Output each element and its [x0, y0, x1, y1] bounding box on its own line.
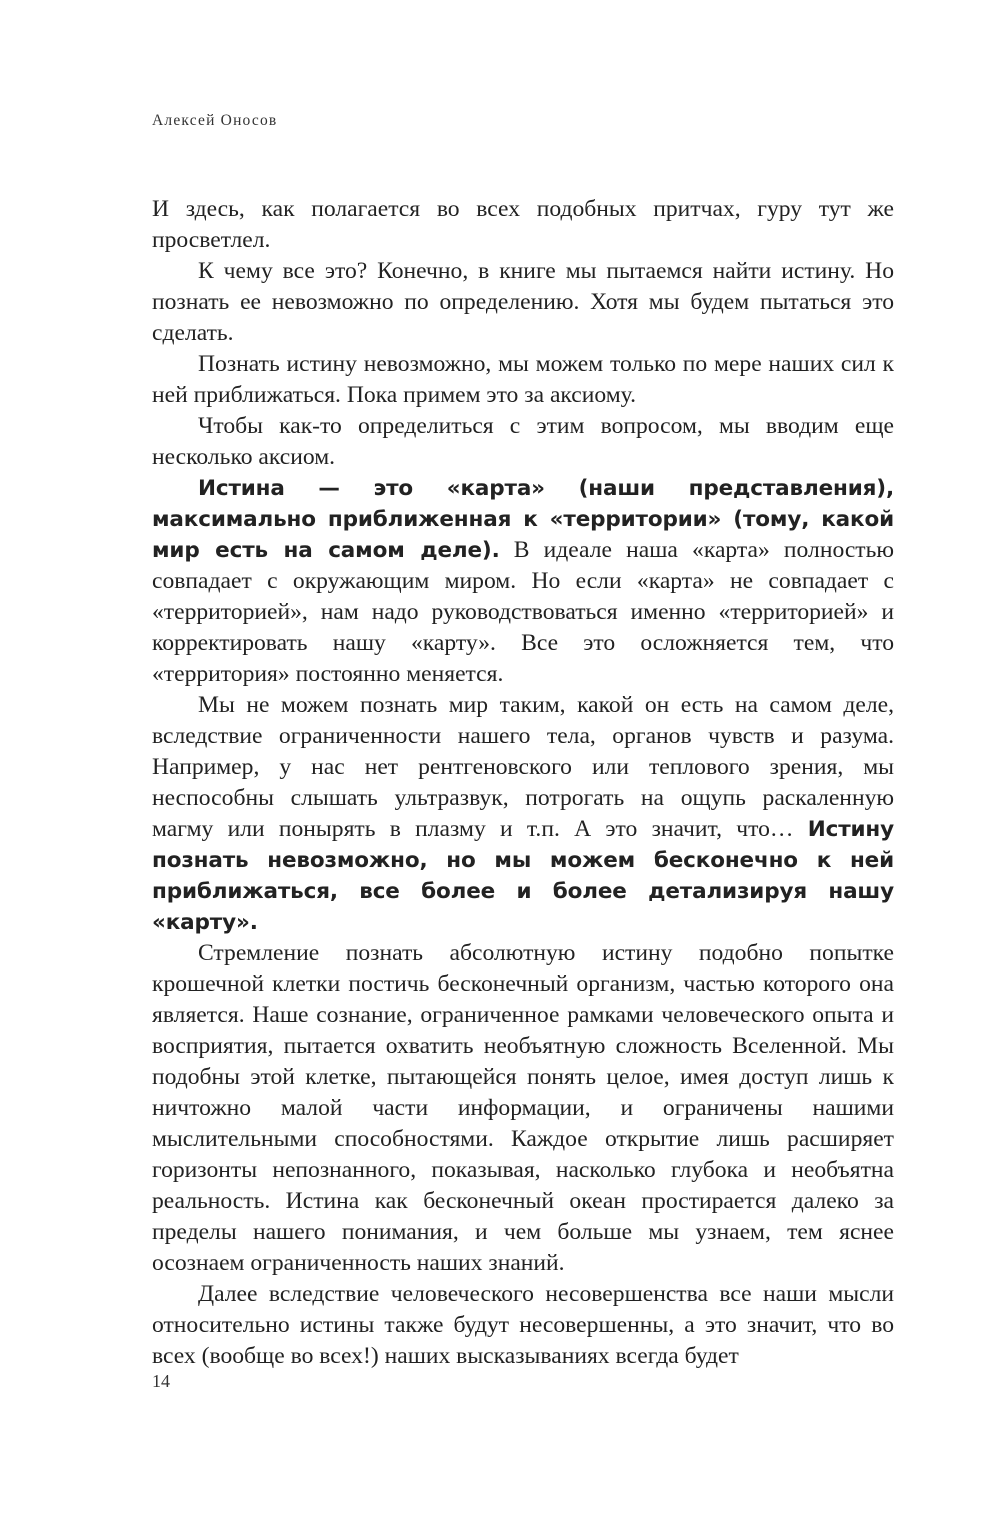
paragraph-3: Познать истину невозможно, мы можем только по мере наших сил к ней приближаться. Пока примем это за аксиому. — [152, 351, 894, 408]
truth-unknowable-bold: Истину познать невозможно, но мы можем бесконечно к ней приближаться, все более и более детализируя нашу «карту». — [152, 817, 894, 935]
paragraph-8: Далее вследствие человеческого несовершенства все наши мысли относительно истины также будут несовершенны, а это значит, что во всех (вообще во всех!) наших высказываниях всегда будет — [152, 1281, 894, 1369]
paragraph-6-text: Мы не можем познать мир таким, какой он есть на самом деле, вследствие ограниченности нашего тела, органов чувств и разума. Например, у нас нет рентгеновского или теплового зрения, мы неспособны слышать ультразвук, потрогать на ощупь раскаленную магму или понырять в плазму и т.п. А это значит, что… — [152, 692, 894, 842]
paragraph-7: Стремление познать абсолютную истину подобно попытке крошечной клетки постичь бесконечный организм, частью которого она является. Наше сознание, ограниченное рамками человеческого опыта и восприятия, пытается охватить необъятную сложность Вселенной. Мы подобны этой клетке, пытающейся понять целое, имея доступ лишь к ничтожно малой части информации, и ограничены нашими мыслительными способностями. Каждое открытие лишь расширяет горизонты непознанного, показывая, насколько глубока и необъятна реальность. Истина как бесконечный океан простирается далеко за пределы нашего понимания, и чем больше мы узнаем, тем яснее осознаем ограниченность наших знаний. — [152, 940, 894, 1276]
paragraph-4: Чтобы как-то определиться с этим вопросом, мы вводим еще несколько аксиом. — [152, 413, 894, 470]
running-head-author: Алексей Оносов — [152, 112, 278, 129]
paragraph-2: К чему все это? Конечно, в книге мы пытаемся найти истину. Но познать ее невозможно по определению. Хотя мы будем пытаться это сделать. — [152, 258, 894, 346]
truth-definition-bold: Истина — это «карта» (наши представления), максимально приближенная к «территории» (тому, какой мир есть на самом деле). — [152, 476, 894, 563]
paragraph-5-text: В идеале наша «карта» полностью совпадает с окружающим миром. Но если «карта» не совпадает с «территорией», нам надо руководствоваться именно «территорией» и корректировать нашу «карту». Все это осложняется тем, что «территория» постоянно меняется. — [152, 537, 894, 687]
paragraph-6 — [152, 690, 894, 938]
paragraph-5 — [152, 473, 894, 690]
paragraph-1: И здесь, как полагается во всех подобных притчах, гуру тут же просветлел. — [152, 196, 894, 253]
body-text — [152, 194, 894, 1372]
page-number: 14 — [152, 1371, 170, 1391]
